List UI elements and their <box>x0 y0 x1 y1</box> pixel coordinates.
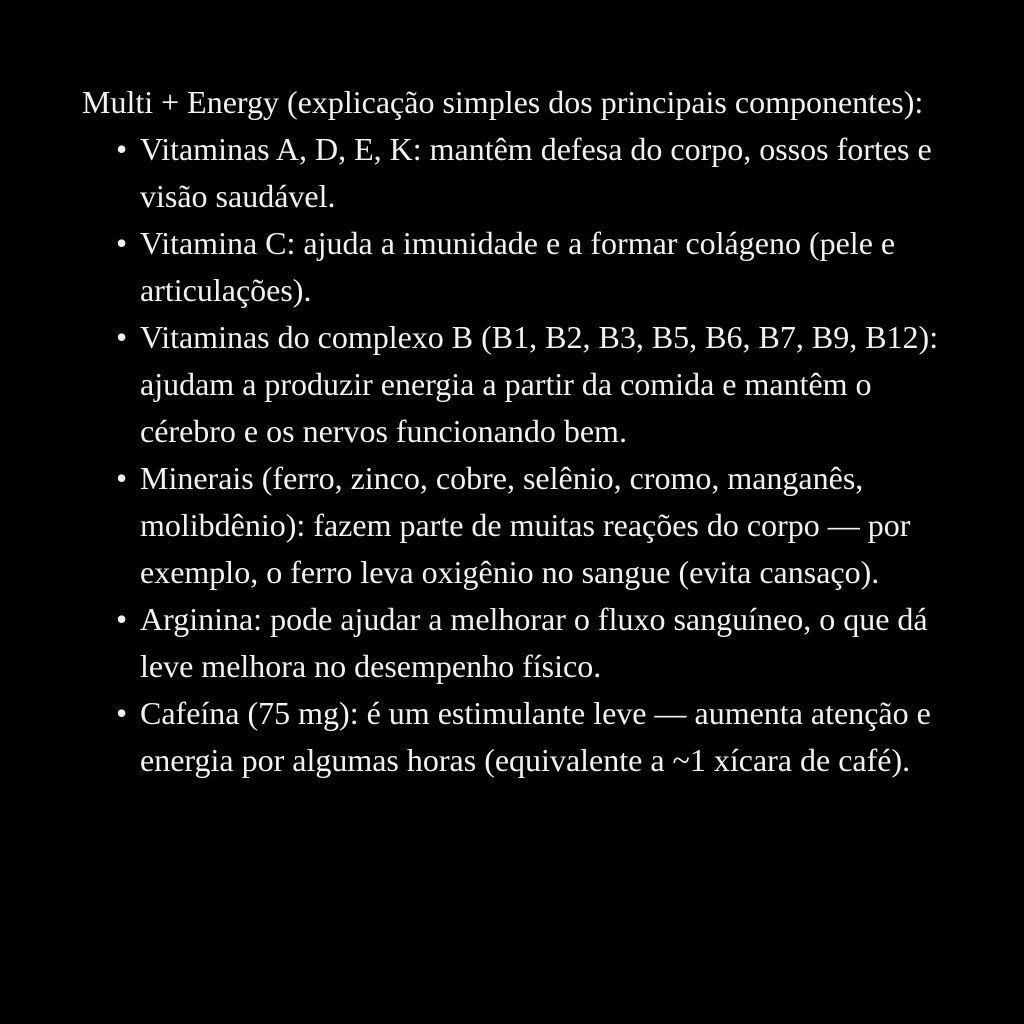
list-item <box>116 596 952 690</box>
list-item <box>116 690 952 784</box>
list-item <box>116 314 952 455</box>
bullet-icon: • <box>116 131 128 167</box>
bullet-icon: • <box>116 695 128 731</box>
bullet-icon: • <box>116 601 128 637</box>
list-item <box>116 455 952 596</box>
bullet-icon: • <box>116 319 128 355</box>
list-item <box>116 220 952 314</box>
document-body <box>82 79 952 784</box>
list-item-text: Vitaminas do complexo B (B1, B2, B3, B5, B6, B7, B9, B12): ajudam a produzir energia a partir da comida e mantêm o cérebro e os nervos funcionando bem. <box>140 319 939 449</box>
list-item-text: Vitamina C: ajuda a imunidade e a formar colágeno (pele e articulações). <box>140 225 896 308</box>
list-item-text: Minerais (ferro, zinco, cobre, selênio, cromo, manganês, molibdênio): fazem parte de muitas reações do corpo — por exemplo, o ferro leva oxigênio no sangue (evita cansaço). <box>140 460 911 590</box>
intro-text: Multi + Energy (explicação simples dos principais componentes): <box>82 84 924 120</box>
list-item <box>116 126 952 220</box>
bullet-icon: • <box>116 225 128 261</box>
list-item-text: Cafeína (75 mg): é um estimulante leve — aumenta atenção e energia por algumas horas (equivalente a ~1 xícara de café). <box>140 695 931 778</box>
list-item-text: Arginina: pode ajudar a melhorar o fluxo sanguíneo, o que dá leve melhora no desempenho físico. <box>140 601 928 684</box>
list-item-text: Vitaminas A, D, E, K: mantêm defesa do corpo, ossos fortes e visão saudável. <box>140 131 932 214</box>
bullet-icon: • <box>116 460 128 496</box>
component-list <box>82 126 952 784</box>
